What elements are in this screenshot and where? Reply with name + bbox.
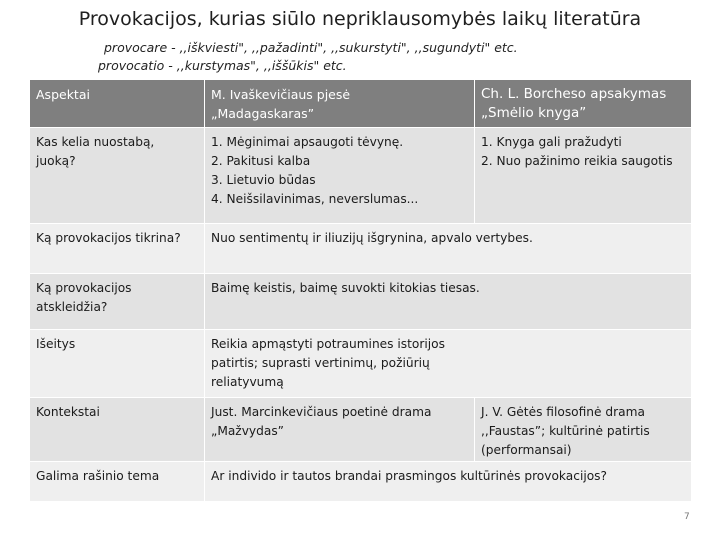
subtitle-provocatio: provocatio - ,,kurstymas", ,,iššūkis" etc. xyxy=(98,58,347,73)
cell-text: Nuo sentimentų ir iliuzijų išgrynina, apvalo vertybes. xyxy=(211,231,533,245)
cell-text: patirtis; suprasti vertinimų, požiūrių xyxy=(211,356,430,370)
comparison-table xyxy=(29,79,692,502)
header-smelio-knyga-line-2: „Smėlio knyga” xyxy=(481,105,587,121)
aspect-cell xyxy=(30,224,205,274)
cell-text: J. V. Gėtės filosofinė drama xyxy=(481,405,645,419)
cell-text: Reikia apmąstyti potraumines istorijos xyxy=(211,337,445,351)
header-aspektai-text: Aspektai xyxy=(36,87,90,102)
aspect-text: atskleidžia? xyxy=(36,300,108,314)
smelio-knyga-cell xyxy=(475,398,692,462)
cell-text: 2. Nuo pažinimo reikia saugotis xyxy=(481,154,673,168)
cell-text: Baimę keistis, baimę suvokti kitokias tiesas. xyxy=(211,281,480,295)
merged-cell xyxy=(205,224,692,274)
header-aspektai xyxy=(30,80,205,128)
aspect-text: Ką provokacijos tikrina? xyxy=(36,231,181,245)
cell-text: 1. Knyga gali pražudyti xyxy=(481,135,622,149)
table-row xyxy=(30,330,692,398)
merged-cell xyxy=(205,274,692,330)
aspect-cell xyxy=(30,274,205,330)
header-madagaskaras-line-2: „Madagaskaras” xyxy=(211,106,315,121)
merged-cell xyxy=(205,330,692,398)
aspect-text: Ką provokacijos xyxy=(36,281,132,295)
cell-text: Ar individo ir tautos brandai prasmingos kultūrinės provokacijos? xyxy=(211,469,607,483)
table-row xyxy=(30,398,692,462)
madagaskaras-cell xyxy=(205,128,475,224)
smelio-knyga-cell xyxy=(475,128,692,224)
header-smelio-knyga xyxy=(475,80,692,128)
table-row xyxy=(30,462,692,502)
aspect-text: Kas kelia nuostabą, xyxy=(36,135,155,149)
cell-text: Just. Marcinkevičiaus poetinė drama xyxy=(211,405,432,419)
header-madagaskaras-line-1: M. Ivaškevičiaus pjesė xyxy=(211,87,351,102)
aspect-text: juoką? xyxy=(36,154,76,168)
aspect-cell xyxy=(30,398,205,462)
subtitle-provocare: provocare - ,,iškviesti", ,,pažadinti", ,,sukurstyti", ,,sugundyti" etc. xyxy=(104,40,518,55)
slide-title: Provokacijos, kurias siūlo nepriklausomybės laikų literatūra xyxy=(78,8,642,30)
header-madagaskaras xyxy=(205,80,475,128)
aspect-text: Išeitys xyxy=(36,337,76,351)
table-header-row xyxy=(30,80,692,128)
table-row xyxy=(30,128,692,224)
cell-text: 2. Pakitusi kalba xyxy=(211,154,311,168)
aspect-cell xyxy=(30,462,205,502)
cell-text: reliatyvumą xyxy=(211,375,284,389)
aspect-cell xyxy=(30,330,205,398)
madagaskaras-cell xyxy=(205,398,475,462)
cell-text: 3. Lietuvio būdas xyxy=(211,173,316,187)
aspect-text: Galima rašinio tema xyxy=(36,469,160,483)
table-row xyxy=(30,224,692,274)
page-number: 7 xyxy=(684,512,690,522)
aspect-text: Kontekstai xyxy=(36,405,100,419)
cell-text: 4. Neišsilavinimas, neverslumas... xyxy=(211,192,419,206)
cell-text: ,,Faustas”; kultūrinė patirtis xyxy=(481,424,650,438)
merged-cell xyxy=(205,462,692,502)
cell-text: 1. Mėginimai apsaugoti tėvynę. xyxy=(211,135,404,149)
aspect-cell xyxy=(30,128,205,224)
cell-text: „Mažvydas” xyxy=(211,424,284,438)
table-row xyxy=(30,274,692,330)
header-smelio-knyga-line-1: Ch. L. Borcheso apsakymas xyxy=(481,86,667,102)
cell-text: (performansai) xyxy=(481,443,572,457)
